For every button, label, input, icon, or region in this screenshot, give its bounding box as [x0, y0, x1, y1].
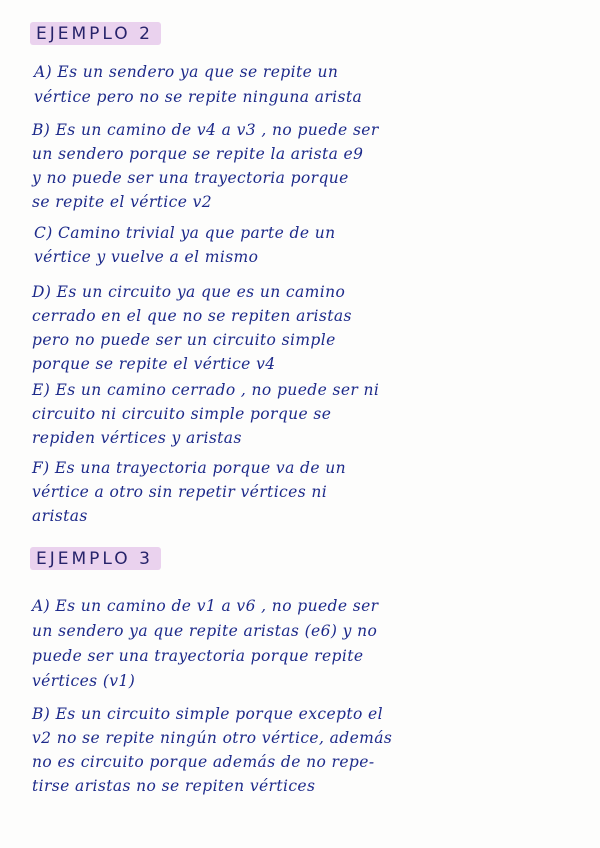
- answer-3a: [32, 594, 379, 694]
- answer-line: pero no puede ser un circuito simple: [32, 331, 336, 349]
- answer-line: B) Es un camino de v4 a v3 , no puede ser: [32, 121, 379, 139]
- answer-2f: [32, 456, 346, 528]
- heading-ejemplo-3: EJEMPLO 3: [30, 547, 161, 570]
- answer-line: un sendero porque se repite la arista e9: [32, 145, 364, 163]
- answer-line: repiden vértices y aristas: [32, 429, 242, 447]
- answer-line: circuito ni circuito simple porque se: [32, 405, 332, 423]
- answer-line: D) Es un circuito ya que es un camino: [32, 283, 346, 301]
- answer-line: puede ser una trayectoria porque repite: [32, 647, 364, 665]
- answer-2e: [32, 378, 379, 450]
- answer-line: tirse aristas no se repiten vértices: [32, 777, 316, 795]
- answer-line: vértices (v1): [32, 672, 136, 690]
- answer-2d: [32, 280, 352, 376]
- answer-2c: [34, 221, 335, 269]
- answer-line: A) Es un camino de v1 a v6 , no puede ser: [32, 597, 379, 615]
- answer-line: porque se repite el vértice v4: [32, 355, 276, 373]
- heading-ejemplo-2: EJEMPLO 2: [30, 22, 161, 45]
- answer-2a: [34, 60, 362, 110]
- answer-line: v2 no se repite ningún otro vértice, además: [32, 729, 393, 747]
- answer-line: un sendero ya que repite aristas (e6) y no: [32, 622, 378, 640]
- answer-line: F) Es una trayectoria porque va de un: [32, 459, 347, 477]
- answer-line: cerrado en el que no se repiten aristas: [32, 307, 352, 325]
- answer-2b: [32, 118, 379, 214]
- answer-line: vértice a otro sin repetir vértices ni: [32, 483, 328, 501]
- answer-line: y no puede ser una trayectoria porque: [32, 169, 349, 187]
- answer-line: vértice pero no se repite ninguna arista: [34, 88, 363, 106]
- answer-3b: [32, 702, 392, 798]
- answer-line: E) Es un camino cerrado , no puede ser ni: [32, 381, 380, 399]
- answer-line: no es circuito porque además de no repe-: [32, 753, 375, 771]
- answer-line: A) Es un sendero ya que se repite un: [34, 63, 339, 81]
- answer-line: vértice y vuelve a el mismo: [34, 248, 259, 266]
- answer-line: B) Es un circuito simple porque excepto el: [32, 705, 383, 723]
- answer-line: C) Camino trivial ya que parte de un: [34, 224, 336, 242]
- answer-line: se repite el vértice v2: [32, 193, 213, 211]
- answer-line: aristas: [32, 507, 88, 525]
